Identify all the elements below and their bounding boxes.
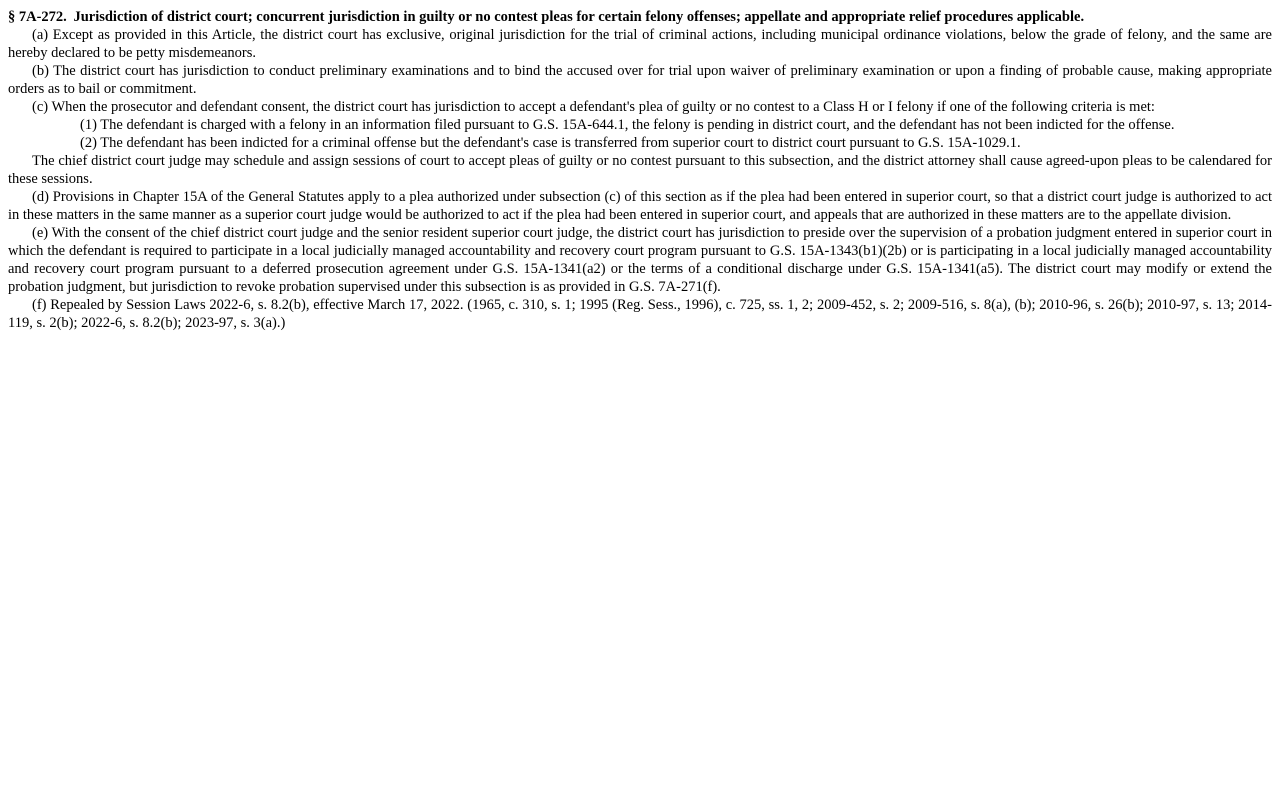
section-number: § 7A-272. (8, 9, 67, 25)
subsection-c-closing: The chief district court judge may schedule and assign sessions of court to accept pleas of guilty or no contest pursuant to this subsection, and the district attorney shall cause agreed-upon pleas to be calendared for these sessions. (8, 153, 1272, 187)
subsection-c: (c) When the prosecutor and defendant consent, the district court has jurisdiction to accept a defendant's plea of guilty or no contest to a Class H or I felony if one of the following criteria is met: (32, 99, 1155, 115)
subsection-a: (a) Except as provided in this Article, the district court has exclusive, original jurisdiction for the trial of criminal actions, including municipal ordinance violations, below the grade of felony, and the same are hereby declared to be petty misdemeanors. (8, 27, 1272, 61)
subsection-b: (b) The district court has jurisdiction to conduct preliminary examinations and to bind the accused over for trial upon waiver of preliminary examination or upon a finding of probable cause, making appropriate orders as to bail or commitment. (8, 63, 1272, 97)
statute-document (8, 8, 1272, 332)
section-title: Jurisdiction of district court; concurrent jurisdiction in guilty or no contest pleas for certain felony offenses; appellate and appropriate relief procedures applicable. (73, 9, 1085, 25)
section-heading (8, 8, 1272, 26)
subsection-d: (d) Provisions in Chapter 15A of the General Statutes apply to a plea authorized under subsection (c) of this section as if the plea had been entered in superior court, so that a district court judge is authorized to act in these matters in the same manner as a superior court judge would be authorized to act if the plea had been entered in superior court, and appeals that are authorized in these matters are to the appellate division. (8, 189, 1272, 223)
subsection-f-history: (f) Repealed by Session Laws 2022-6, s. 8.2(b), effective March 17, 2022. (1965, c. 310, s. 1; 1995 (Reg. Sess., 1996), c. 725, ss. 1, 2; 2009-452, s. 2; 2009-516, s. 8(a), (b); 2010-96, s. 26(b); 2010-97, s. 13; 2014-119, s. 2(b); 2022-6, s. 8.2(b); 2023-97, s. 3(a).) (8, 297, 1272, 331)
subsection-c-item-1: (1) The defendant is charged with a felony in an information filed pursuant to G.S. 15A-644.1, the felony is pending in district court, and the defendant has not been indicted for the offense. (80, 117, 1175, 133)
subsection-c-item-2: (2) The defendant has been indicted for a criminal offense but the defendant's case is transferred from superior court to district court pursuant to G.S. 15A-1029.1. (80, 135, 1021, 151)
subsection-e: (e) With the consent of the chief district court judge and the senior resident superior court judge, the district court has jurisdiction to preside over the supervision of a probation judgment entered in superior court in which the defendant is required to participate in a local judicially managed accountability and recovery court program pursuant to G.S. 15A-1343(b1)(2b) or is participating in a local judicially managed accountability and recovery court program pursuant to a deferred prosecution agreement under G.S. 15A-1341(a2) or the terms of a conditional discharge under G.S. 15A-1341(a5). The district court may modify or extend the probation judgment, but jurisdiction to revoke probation supervised under this subsection is as provided in G.S. 7A-271(f). (8, 225, 1272, 295)
